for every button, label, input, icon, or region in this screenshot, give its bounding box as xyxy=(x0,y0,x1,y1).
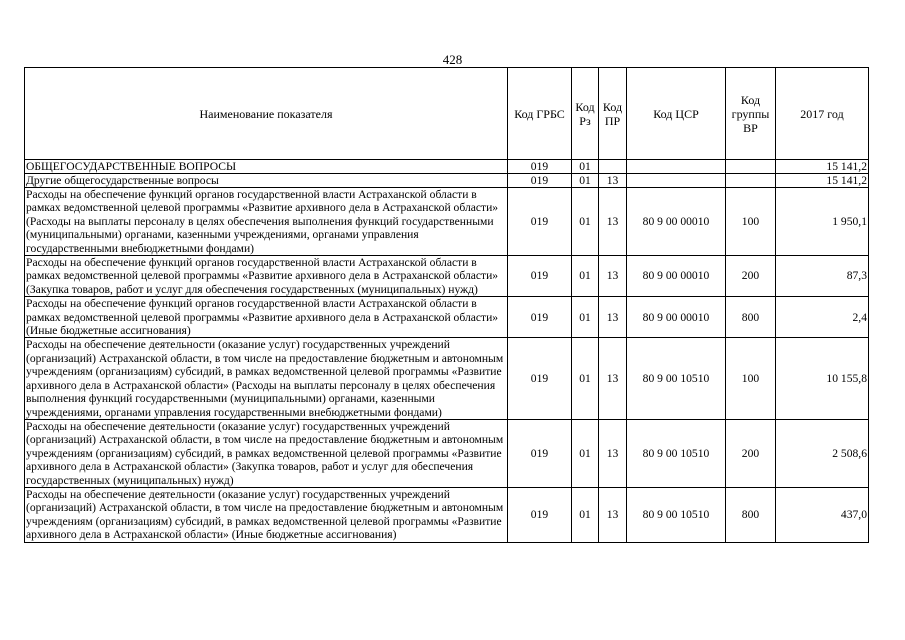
row-vr xyxy=(726,160,776,174)
table-row xyxy=(25,188,869,256)
row-grbs: 019 xyxy=(508,160,572,174)
row-amount: 10 155,8 xyxy=(776,338,869,419)
table-row xyxy=(25,338,869,419)
table-header-row xyxy=(25,68,869,160)
row-grbs: 019 xyxy=(508,419,572,487)
row-pr: 13 xyxy=(599,297,627,338)
row-csr: 80 9 00 00010 xyxy=(627,297,726,338)
row-vr: 100 xyxy=(726,338,776,419)
row-vr: 800 xyxy=(726,297,776,338)
row-amount: 15 141,2 xyxy=(776,174,869,188)
table-row xyxy=(25,160,869,174)
row-pr xyxy=(599,160,627,174)
row-name: ОБЩЕГОСУДАРСТВЕННЫЕ ВОПРОСЫ xyxy=(25,160,508,174)
table-row xyxy=(25,419,869,487)
row-rz: 01 xyxy=(572,487,599,542)
row-pr: 13 xyxy=(599,174,627,188)
header-rz: Код Рз xyxy=(572,68,599,160)
row-amount: 15 141,2 xyxy=(776,160,869,174)
row-name: Расходы на обеспечение функций органов государственной власти Астраханской области в рамках ведомственной целевой программы «Развитие архивного дела в Астраханской области» (Иные бюджетные ассигнования) xyxy=(25,297,508,338)
row-grbs: 019 xyxy=(508,174,572,188)
row-csr: 80 9 00 00010 xyxy=(627,188,726,256)
row-amount: 1 950,1 xyxy=(776,188,869,256)
row-name: Другие общегосударственные вопросы xyxy=(25,174,508,188)
row-pr: 13 xyxy=(599,338,627,419)
row-rz: 01 xyxy=(572,188,599,256)
table-row xyxy=(25,297,869,338)
row-vr xyxy=(726,174,776,188)
row-grbs: 019 xyxy=(508,188,572,256)
row-pr: 13 xyxy=(599,188,627,256)
row-name: Расходы на обеспечение деятельности (оказание услуг) государственных учреждений (организаций) Астраханской области, в том числе на предоставление бюджетным и автономным учреждениям (организациям) субсидий, в рамках ведомственной целевой программы «Развитие архивного дела в Астраханской области» (Расходы на выплаты персоналу в целях обеспечения выполнения функций государственными (муниципальными) органами, казенными учреждениями, органами управления государственными внебюджетными фондами) xyxy=(25,338,508,419)
header-grbs: Код ГРБС xyxy=(508,68,572,160)
row-grbs: 019 xyxy=(508,256,572,297)
row-rz: 01 xyxy=(572,297,599,338)
row-name: Расходы на обеспечение функций органов государственной власти Астраханской области в рамках ведомственной целевой программы «Развитие архивного дела в Астраханской области» (Закупка товаров, работ и услуг для обеспечения государственных (муниципальных) нужд) xyxy=(25,256,508,297)
row-amount: 2 508,6 xyxy=(776,419,869,487)
row-name: Расходы на обеспечение деятельности (оказание услуг) государственных учреждений (организаций) Астраханской области, в том числе на предоставление бюджетным и автономным учреждениям (организациям) субсидий, в рамках ведомственной целевой программы «Развитие архивного дела в Астраханской области» (Закупка товаров, работ и услуг для обеспечения государственных (муниципальных) нужд) xyxy=(25,419,508,487)
row-name: Расходы на обеспечение деятельности (оказание услуг) государственных учреждений (организаций) Астраханской области, в том числе на предоставление бюджетным и автономным учреждениям (организациям) субсидий, в рамках ведомственной целевой программы «Развитие архивного дела в Астраханской области» (Иные бюджетные ассигнования) xyxy=(25,487,508,542)
row-csr xyxy=(627,160,726,174)
row-amount: 2,4 xyxy=(776,297,869,338)
row-rz: 01 xyxy=(572,256,599,297)
row-csr: 80 9 00 10510 xyxy=(627,419,726,487)
table-row xyxy=(25,256,869,297)
budget-table xyxy=(24,67,869,543)
row-vr: 800 xyxy=(726,487,776,542)
row-csr: 80 9 00 00010 xyxy=(627,256,726,297)
row-vr: 200 xyxy=(726,256,776,297)
row-amount: 437,0 xyxy=(776,487,869,542)
row-vr: 100 xyxy=(726,188,776,256)
table-row xyxy=(25,174,869,188)
row-amount: 87,3 xyxy=(776,256,869,297)
row-rz: 01 xyxy=(572,419,599,487)
row-grbs: 019 xyxy=(508,338,572,419)
row-rz: 01 xyxy=(572,338,599,419)
row-pr: 13 xyxy=(599,487,627,542)
row-vr: 200 xyxy=(726,419,776,487)
page-number: 428 xyxy=(442,52,463,67)
row-csr: 80 9 00 10510 xyxy=(627,487,726,542)
header-year: 2017 год xyxy=(776,68,869,160)
header-vr: Код группы ВР xyxy=(726,68,776,160)
row-rz: 01 xyxy=(572,160,599,174)
row-grbs: 019 xyxy=(508,487,572,542)
row-name: Расходы на обеспечение функций органов государственной власти Астраханской области в рамках ведомственной целевой программы «Развитие архивного дела в Астраханской области» (Расходы на выплаты персоналу в целях обеспечения выполнения функций государственными (муниципальными) органами, казенными учреждениями, органами управления государственными внебюджетными фондами) xyxy=(25,188,508,256)
row-rz: 01 xyxy=(572,174,599,188)
header-name: Наименование показателя xyxy=(25,68,508,160)
row-pr: 13 xyxy=(599,419,627,487)
row-csr: 80 9 00 10510 xyxy=(627,338,726,419)
table-row xyxy=(25,487,869,542)
header-pr: Код ПР xyxy=(599,68,627,160)
row-csr xyxy=(627,174,726,188)
row-grbs: 019 xyxy=(508,297,572,338)
header-csr: Код ЦСР xyxy=(627,68,726,160)
row-pr: 13 xyxy=(599,256,627,297)
